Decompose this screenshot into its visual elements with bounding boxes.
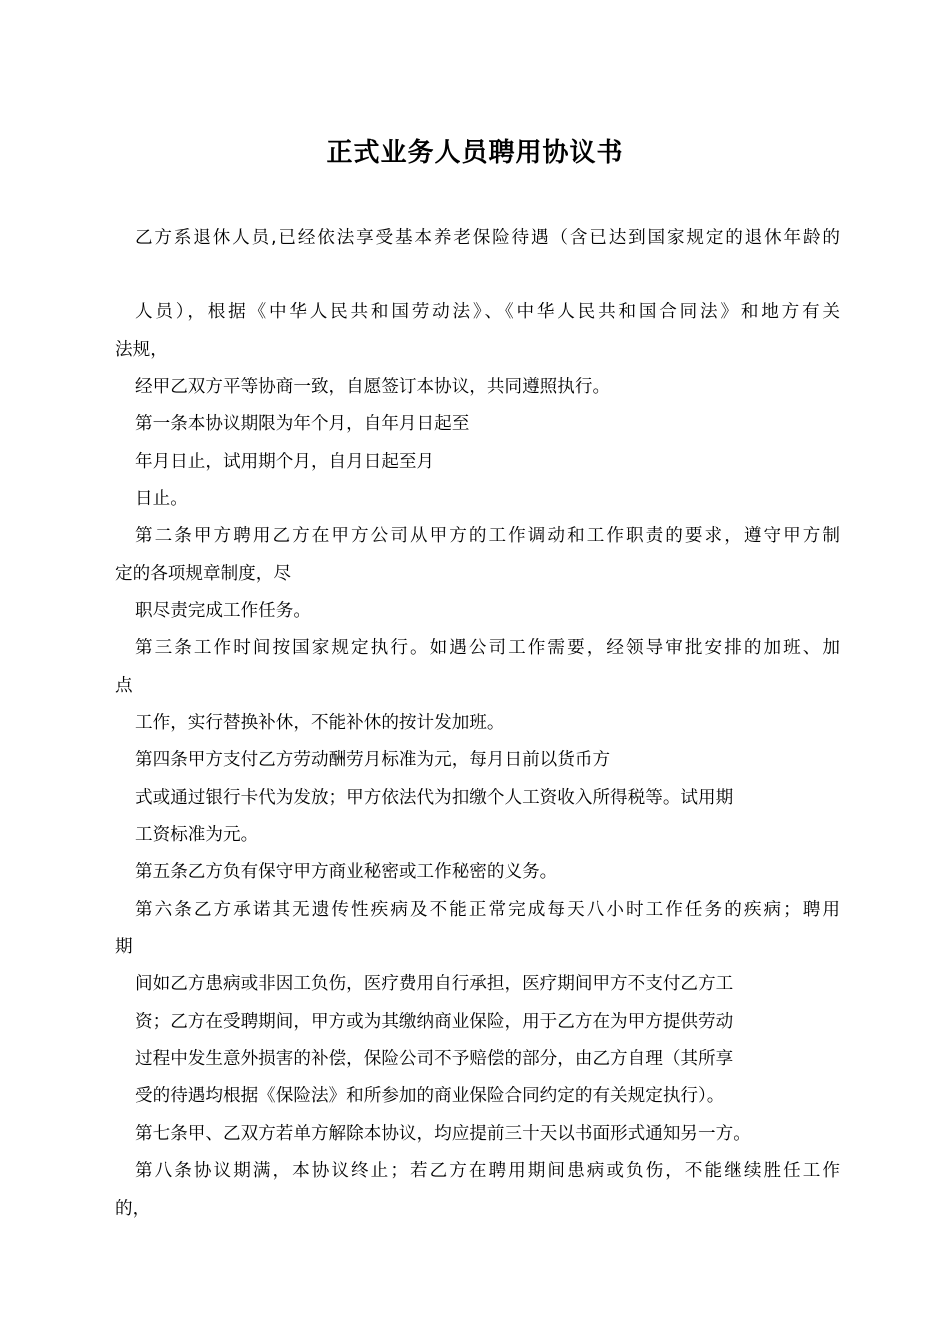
paragraph-line: 乙方系退休人员,已经依法享受基本养老保险待遇（含已达到国家规定的退休年龄的 [135,228,840,248]
paragraph-line: 人员），根据《中华人民共和国劳动法》、《中华人民共和国合同法》和地方有关 [135,302,840,322]
paragraph-line: 间如乙方患病或非因工负伤，医疗费用自行承担，医疗期间甲方不支付乙方工 [135,974,734,994]
paragraph-line: 工资标准为元。 [135,825,259,845]
paragraph-line: 资；乙方在受聘期间，甲方或为其缴纳商业保险，用于乙方在为甲方提供劳动 [135,1012,734,1032]
paragraph-line: 点 [115,676,133,696]
paragraph-line: 的， [115,1199,151,1219]
paragraph-line: 过程中发生意外损害的补偿，保险公司不予赔偿的部分，由乙方自理（其所享 [135,1049,734,1069]
paragraph-line: 经甲乙双方平等协商一致，自愿签订本协议，共同遵照执行。 [135,377,611,397]
paragraph-line: 日止。 [135,489,188,509]
paragraph-line: 定的各项规章制度，尽 [115,564,291,584]
document-title: 正式业务人员聘用协议书 [326,138,624,168]
paragraph-line: 受的待遇均根据《保险法》和所参加的商业保险合同约定的有关规定执行）。 [135,1086,725,1106]
paragraph-line: 期 [115,937,133,957]
paragraph-line: 工作，实行替换补休，不能补休的按计发加班。 [135,713,505,733]
paragraph-line: 法规， [115,340,168,360]
paragraph-line: 式或通过银行卡代为发放；甲方依法代为扣缴个人工资收入所得税等。试用期 [135,788,734,808]
paragraph-line: 第一条本协议期限为年个月，自年月日起至 [135,414,470,434]
paragraph-line: 第七条甲、乙双方若单方解除本协议，均应提前三十天以书面形式通知另一方。 [135,1124,751,1144]
paragraph-line: 第五条乙方负有保守甲方商业秘密或工作秘密的义务。 [135,862,558,882]
paragraph-line: 第三条工作时间按国家规定执行。如遇公司工作需要，经领导审批安排的加班、加 [135,638,840,658]
paragraph-line: 第八条协议期满，本协议终止；若乙方在聘用期间患病或负伤，不能继续胜任工作 [135,1161,840,1181]
paragraph-line: 职尽责完成工作任务。 [135,601,311,621]
paragraph-line: 第六条乙方承诺其无遗传性疾病及不能正常完成每天八小时工作任务的疾病；聘用 [135,900,840,920]
paragraph-line: 第四条甲方支付乙方劳动酬劳月标准为元，每月日前以货币方 [135,750,611,770]
paragraph-line: 年月日止，试用期个月，自月日起至月 [135,452,435,472]
paragraph-line: 第二条甲方聘用乙方在甲方公司从甲方的工作调动和工作职责的要求，遵守甲方制 [135,526,840,546]
